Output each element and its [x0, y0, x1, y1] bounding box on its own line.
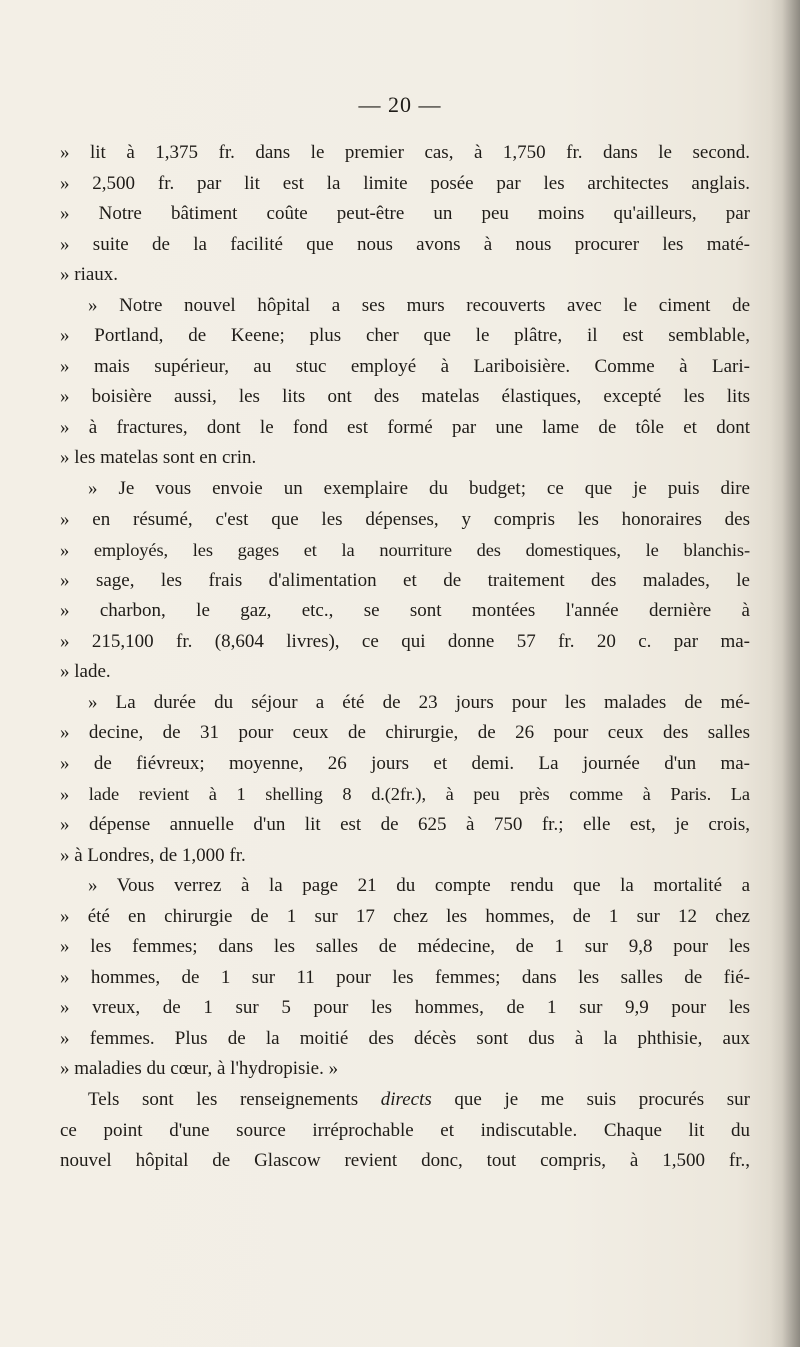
text-line: » les femmes; dans les salles de médecine, de 1 sur 9,8 pour les: [60, 936, 750, 958]
page-edge-shadow: [770, 0, 800, 1347]
text-line: » femmes. Plus de la moitié des décès sont dus à la phthisie, aux: [60, 1027, 750, 1049]
text-line: » dépense annuelle d'un lit est de 625 à 750 fr.; elle est, je crois,: [60, 814, 750, 836]
text-line: » sage, les frais d'alimentation et de traitement des malades, le: [60, 569, 750, 591]
text-line: » mais supérieur, au stuc employé à Lariboisière. Comme à Lari-: [60, 355, 750, 377]
text-line: » charbon, le gaz, etc., se sont montées l'année dernière à: [60, 600, 750, 622]
text-line: » hommes, de 1 sur 11 pour les femmes; dans les salles de fié-: [60, 966, 750, 988]
italic-word: directs: [380, 1088, 432, 1110]
text-line: » lade.: [60, 661, 111, 683]
closing-line: [60, 1085, 750, 1116]
text-line: » lit à 1,375 fr. dans le premier cas, à 1,750 fr. dans le second.: [60, 142, 750, 163]
text-line: » Notre nouvel hôpital a ses murs recouverts avec le ciment de: [88, 294, 750, 316]
text-line: » La durée du séjour a été de 23 jours pour les malades de mé-: [88, 691, 750, 713]
text-line: » été en chirurgie de 1 sur 17 chez les hommes, de 1 sur 12 chez: [60, 905, 750, 927]
text-line: » à fractures, dont le fond est formé par une lame de tôle et dont: [60, 416, 750, 438]
page-number: — 20 —: [358, 92, 442, 117]
text-line: » en résumé, c'est que les dépenses, y compris les honoraires des: [60, 508, 750, 530]
text-line: » vreux, de 1 sur 5 pour les hommes, de 1 sur 9,9 pour les: [60, 997, 750, 1019]
text-line: » les matelas sont en crin.: [60, 447, 257, 469]
text-line: » decine, de 31 pour ceux de chirurgie, de 26 pour ceux des salles: [60, 722, 750, 744]
text-line: » à Londres, de 1,000 fr.: [60, 844, 246, 866]
text-line: » suite de la facilité que nous avons à nous procurer les maté-: [60, 233, 750, 255]
text-line: ce point d'une source irréprochable et indiscutable. Chaque lit du: [60, 1119, 750, 1141]
text-line: » Je vous envoie un exemplaire du budget; ce que je puis dire: [88, 478, 750, 500]
closing-text-start: Tels sont les renseignements: [88, 1088, 381, 1110]
text-line: » Notre bâtiment coûte peut-être un peu moins qu'ailleurs, par: [60, 203, 750, 225]
text-line: » maladies du cœur, à l'hydropisie. »: [60, 1058, 339, 1080]
text-line: » Vous verrez à la page 21 du compte rendu que la mortalité a: [88, 875, 750, 897]
text-line: nouvel hôpital de Glascow revient donc, tout compris, à 1,500 fr.,: [60, 1150, 750, 1172]
text-line: » riaux.: [60, 264, 119, 286]
body-text: [60, 138, 750, 1177]
closing-text-end: que je me suis procurés sur: [431, 1088, 750, 1110]
text-line: » 2,500 fr. par lit est la limite posée par les architectes anglais.: [60, 172, 750, 194]
text-line: » Portland, de Keene; plus cher que le plâtre, il est semblable,: [60, 325, 750, 347]
text-line: » employés, les gages et la nourriture des domestiques, le blanchis-: [60, 540, 750, 561]
text-line: » de fiévreux; moyenne, 26 jours et demi. La journée d'un ma-: [60, 752, 750, 774]
text-line: » lade revient à 1 shelling 8 d.(2fr.), à peu près comme à Paris. La: [60, 784, 750, 805]
text-line: » 215,100 fr. (8,604 livres), ce qui donne 57 fr. 20 c. par ma-: [60, 630, 750, 652]
text-line: » boisière aussi, les lits ont des matelas élastiques, excepté les lits: [60, 386, 750, 408]
